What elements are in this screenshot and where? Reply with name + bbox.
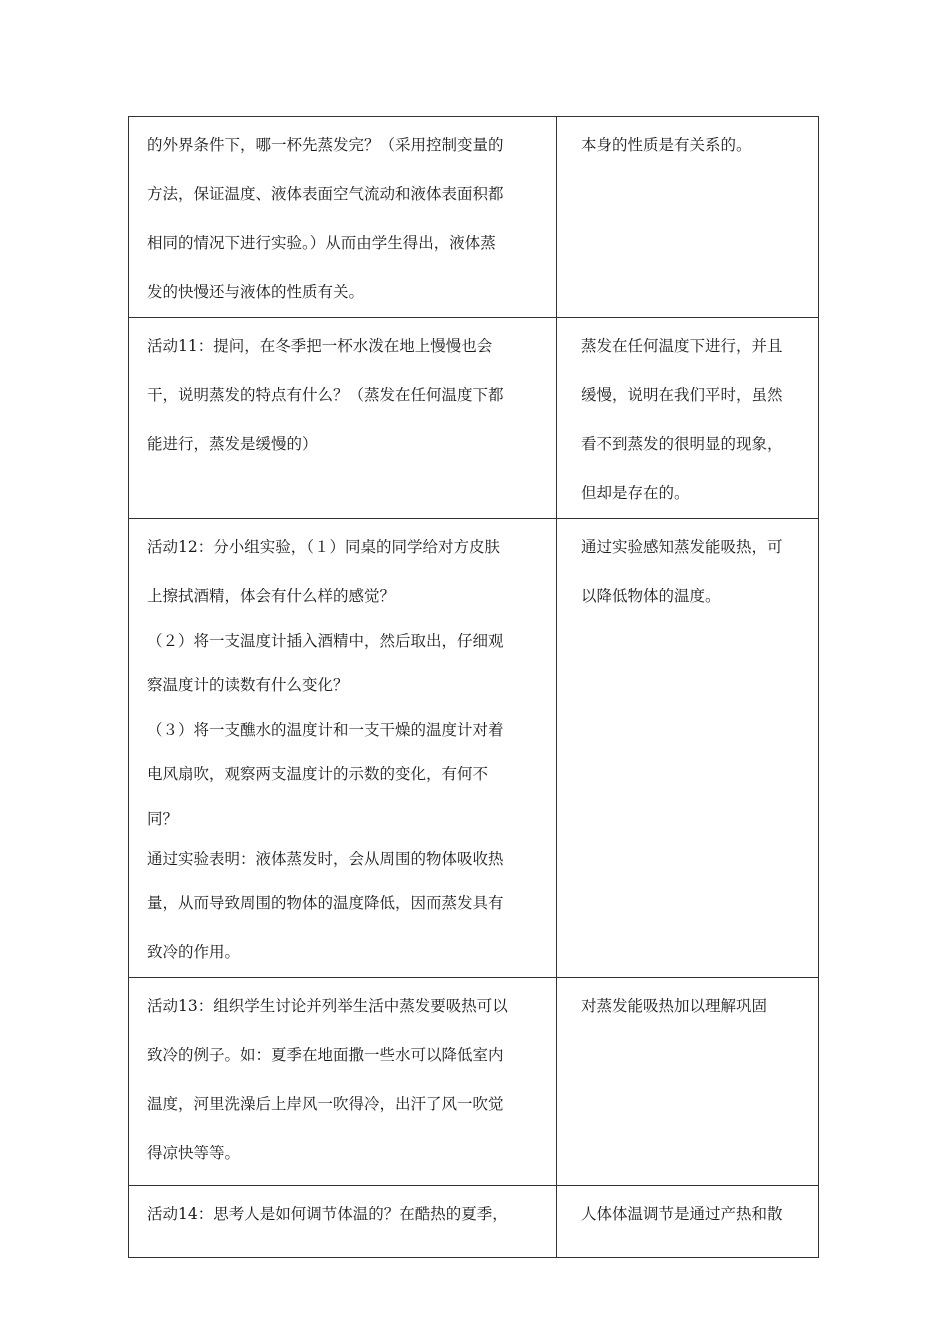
text-line: 同？	[147, 810, 179, 828]
text-line: 量，从而导致周围的物体的温度降低，因而蒸发具有	[147, 894, 504, 912]
text-line: 活动12：分小组实验，（１）同桌的同学给对方皮肤	[147, 538, 500, 556]
text-line: 本身的性质是有关系的。	[581, 136, 752, 154]
text-line: 活动14：思考人是如何调节体温的？在酷热的夏季，	[147, 1205, 508, 1223]
table-row	[129, 117, 819, 318]
purpose-cell	[557, 519, 819, 978]
table-row	[129, 519, 819, 978]
lesson-plan-table	[128, 116, 819, 1258]
text-line: 得凉快等等。	[147, 1144, 241, 1162]
text-line: （３）将一支醮水的温度计和一支干燥的温度计对着	[147, 721, 504, 739]
text-line: 能进行，蒸发是缓慢的）	[147, 435, 318, 453]
text-line: 致冷的作用。	[147, 943, 241, 961]
text-line: 看不到蒸发的很明显的现象，	[581, 435, 783, 453]
text-line: 致冷的例子。如：夏季在地面撒一些水可以降低室内	[147, 1046, 504, 1064]
activity-cell	[129, 117, 557, 318]
text-line: 人体体温调节是通过产热和散	[581, 1205, 783, 1223]
table-row	[129, 1186, 819, 1258]
text-line: 上擦拭酒精，体会有什么样的感觉？	[147, 587, 396, 605]
text-line: 的外界条件下，哪一杯先蒸发完？（采用控制变量的	[147, 136, 504, 154]
text-line: 活动11：提问，在冬季把一杯水泼在地上慢慢也会	[147, 337, 493, 355]
text-line: 通过实验表明：液体蒸发时，会从周围的物体吸收热	[147, 850, 504, 868]
text-line: （２）将一支温度计插入酒精中，然后取出，仔细观	[147, 632, 504, 650]
purpose-cell	[557, 1186, 819, 1258]
text-line: 活动13：组织学生讨论并列举生活中蒸发要吸热可以	[147, 997, 508, 1015]
text-line: 干，说明蒸发的特点有什么？（蒸发在任何温度下都	[147, 386, 504, 404]
table-row	[129, 978, 819, 1186]
text-line: 对蒸发能吸热加以理解巩固	[581, 997, 768, 1015]
purpose-cell	[557, 117, 819, 318]
text-line: 察温度计的读数有什么变化？	[147, 676, 349, 694]
table-row	[129, 318, 819, 519]
text-line: 蒸发在任何温度下进行，并且	[581, 337, 783, 355]
text-line: 缓慢，说明在我们平时，虽然	[581, 386, 783, 404]
text-line: 以降低物体的温度。	[581, 587, 721, 605]
activity-cell	[129, 519, 557, 978]
text-line: 但却是存在的。	[581, 484, 690, 502]
purpose-cell	[557, 978, 819, 1186]
activity-cell	[129, 1186, 557, 1258]
activity-cell	[129, 318, 557, 519]
text-line: 通过实验感知蒸发能吸热，可	[581, 538, 783, 556]
text-line: 电风扇吹，观察两支温度计的示数的变化，有何不	[147, 765, 489, 783]
purpose-cell	[557, 318, 819, 519]
activity-cell	[129, 978, 557, 1186]
text-line: 温度，河里洗澡后上岸风一吹得冷，出汗了风一吹觉	[147, 1095, 504, 1113]
text-line: 相同的情况下进行实验。）从而由学生得出，液体蒸	[147, 234, 496, 252]
text-line: 方法，保证温度、液体表面空气流动和液体表面积都	[147, 185, 504, 203]
text-line: 发的快慢还与液体的性质有关。	[147, 283, 365, 301]
